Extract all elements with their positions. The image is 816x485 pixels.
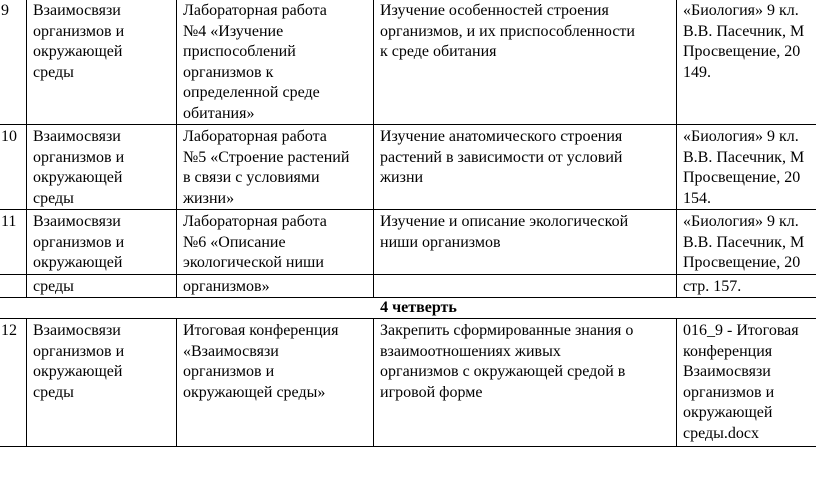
row-number: 11 [0, 210, 27, 275]
lab-work-cell-line: №4 «Изучение [183, 22, 284, 40]
topic-cell [27, 210, 177, 275]
row-number: 9 [0, 0, 27, 125]
resource-cell-line: «Биология» 9 кл. [683, 128, 799, 145]
lab-work-cell-line: организмов» [183, 277, 270, 295]
table-row [0, 0, 816, 125]
goal-cell-line: ниши организмов [380, 233, 501, 251]
lab-work-cell-line: окружающей среды» [183, 383, 326, 401]
resource-cell-line: «Биология» 9 кл. [683, 2, 799, 19]
lab-work-cell [177, 125, 374, 210]
lab-work-cell [177, 210, 374, 275]
lab-work-cell-line: Лабораторная работа [183, 128, 327, 145]
resource-cell-line: 016_9 - Итоговая [683, 322, 799, 339]
topic-cell [27, 0, 177, 125]
lab-work-cell-line: «Взаимосвязи [183, 342, 279, 360]
resource-cell-line: Просвещение, 20 [683, 169, 801, 186]
goal-cell-line: игровой форме [380, 383, 483, 401]
goal-cell-line: растений в зависимости от условий [380, 148, 623, 166]
resource-cell-line: 154. [683, 189, 711, 207]
resource-cell [677, 319, 816, 447]
lab-work-cell-line: организмов к [183, 63, 274, 81]
lab-work-cell-line: обитания» [183, 104, 255, 122]
resource-cell-line: организмов и [683, 383, 775, 401]
topic-cell-line: организмов и [33, 342, 125, 360]
resource-cell-line: В.В. Пасечник, М [683, 233, 805, 251]
lab-work-cell [177, 0, 374, 125]
resource-cell [677, 0, 816, 125]
goal-cell-line: Закрепить сформированные знания о [380, 322, 634, 339]
topic-cell-line: Взаимосвязи [33, 2, 121, 19]
goal-cell-line: организмов, и их приспособленности [380, 22, 635, 40]
resource-cell-line: 149. [683, 63, 711, 81]
lab-work-cell-line: организмов и [183, 363, 275, 380]
resource-cell-line: «Биология» 9 кл. [683, 213, 799, 230]
resource-cell-line: конференция [683, 342, 773, 360]
lab-work-cell-line: №5 «Строение растений [183, 148, 350, 166]
lab-work-cell-line: экологической ниши [183, 254, 324, 271]
resource-cell-line: В.В. Пасечник, М [683, 148, 805, 166]
topic-cell-line: окружающей [33, 43, 123, 60]
resource-cell-line: среды.docx [683, 424, 759, 442]
goal-cell [374, 125, 677, 210]
quarter-header-row [0, 298, 816, 319]
topic-cell [27, 274, 177, 298]
goal-cell [374, 210, 677, 275]
resource-cell [677, 274, 816, 298]
resource-cell-line: окружающей [683, 404, 773, 421]
table-row [0, 319, 816, 447]
topic-cell-line: окружающей [33, 169, 123, 186]
lab-work-cell-line: Лабораторная работа [183, 2, 327, 19]
topic-cell-line: среды [33, 383, 74, 401]
goal-cell-line: организмов с окружающей средой в [380, 363, 626, 380]
lab-work-cell-line: приспособлений [183, 43, 296, 60]
topic-cell [27, 319, 177, 447]
lab-work-cell-line: жизни» [183, 189, 235, 207]
table-row [0, 210, 816, 275]
table-row [0, 274, 816, 298]
row-number: 12 [0, 319, 27, 447]
topic-cell-line: Взаимосвязи [33, 213, 121, 230]
resource-cell-line: Взаимосвязи [683, 363, 771, 380]
topic-cell-line: среды [33, 189, 74, 207]
topic-cell-line: организмов и [33, 22, 125, 40]
lab-work-cell [177, 274, 374, 298]
topic-cell-line: организмов и [33, 233, 125, 251]
resource-cell [677, 125, 816, 210]
topic-cell-line: организмов и [33, 148, 125, 166]
topic-cell-line: окружающей [33, 363, 123, 380]
resource-cell [677, 210, 816, 275]
resource-cell-line: Просвещение, 20 [683, 254, 801, 271]
goal-cell [374, 319, 677, 447]
lab-work-cell-line: Итоговая конференция [183, 322, 339, 339]
topic-cell-line: Взаимосвязи [33, 128, 121, 145]
lab-work-cell [177, 319, 374, 447]
row-number [0, 274, 27, 298]
table-row [0, 125, 816, 210]
row-number: 10 [0, 125, 27, 210]
goal-cell-line: к среде обитания [380, 43, 497, 60]
resource-cell-line: В.В. Пасечник, М [683, 22, 805, 40]
lab-work-cell-line: №6 «Описание [183, 233, 286, 251]
goal-cell-line: жизни [380, 169, 424, 186]
resource-cell-line: стр. 157. [683, 277, 742, 295]
resource-cell-line: Просвещение, 20 [683, 43, 801, 60]
topic-cell-line: окружающей [33, 254, 123, 271]
goal-cell [374, 274, 677, 298]
lab-work-cell-line: Лабораторная работа [183, 213, 327, 230]
topic-cell-line: Взаимосвязи [33, 322, 121, 339]
topic-cell-line: среды [33, 63, 74, 81]
lab-work-cell-line: определенной среде [183, 84, 320, 101]
lab-work-cell-line: в связи с условиями [183, 169, 320, 186]
goal-cell-line: взаимоотношениях живых [380, 342, 561, 360]
goal-cell-line: Изучение анатомического строения [380, 128, 623, 145]
goal-cell-line: Изучение особенностей строения [380, 2, 609, 19]
goal-cell-line: Изучение и описание экологической [380, 213, 629, 230]
goal-cell [374, 0, 677, 125]
quarter-label: 4 четверть [0, 298, 816, 319]
topic-cell-line: среды [33, 277, 74, 295]
topic-cell [27, 125, 177, 210]
